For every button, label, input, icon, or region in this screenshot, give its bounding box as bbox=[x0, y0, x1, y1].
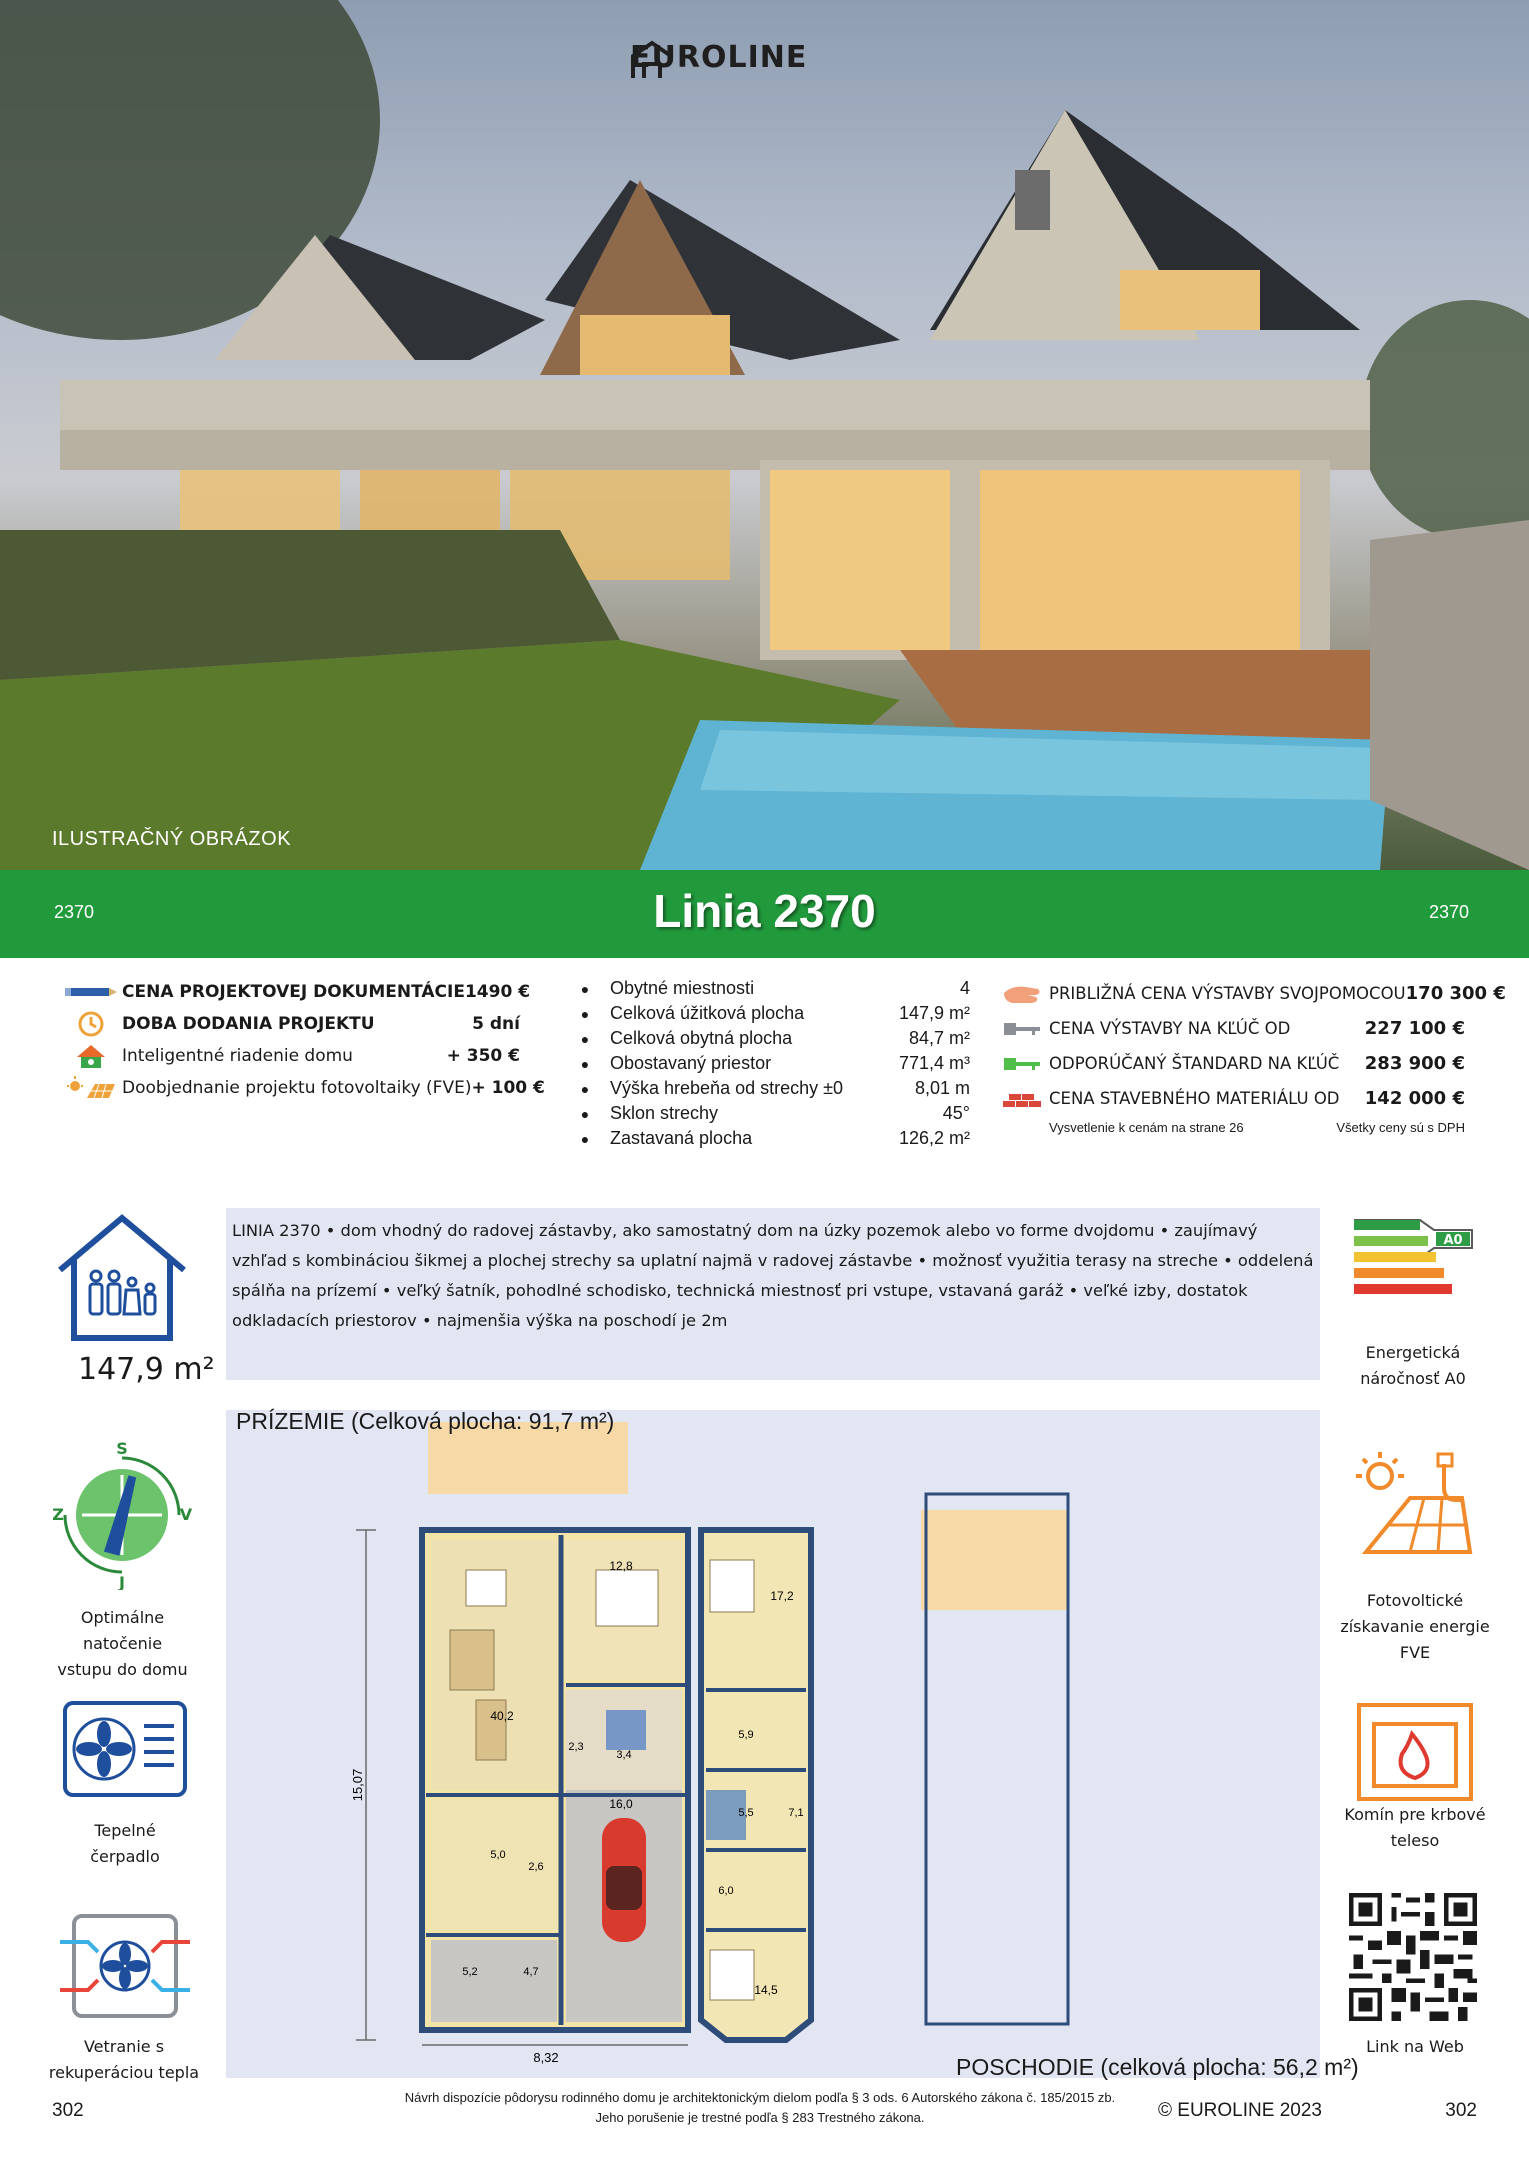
price-value: 283 900 € bbox=[1364, 1053, 1465, 1074]
room-area: 6,0 bbox=[718, 1885, 734, 1897]
price-note-left: Vysvetlenie k cenám na strane 26 bbox=[1049, 1120, 1244, 1135]
house-illustration bbox=[0, 0, 1529, 870]
price-value: 227 100 € bbox=[1364, 1018, 1465, 1039]
hand-icon bbox=[995, 980, 1049, 1008]
price-row bbox=[995, 1046, 1465, 1081]
room-area: 4,7 bbox=[523, 1966, 539, 1978]
compass-v: V bbox=[179, 1505, 192, 1524]
total-area: 147,9 m² bbox=[78, 1352, 215, 1387]
project-value: 5 dní bbox=[472, 1014, 520, 1034]
price-info bbox=[995, 976, 1506, 1135]
project-value: 1490 € bbox=[464, 982, 531, 1002]
parameter-label: Obytné miestnosti bbox=[610, 978, 755, 998]
room-area: 40,2 bbox=[490, 1709, 514, 1723]
project-value: + 100 € bbox=[471, 1078, 545, 1098]
price-value: 142 000 € bbox=[1364, 1088, 1465, 1109]
compass-z: Z bbox=[52, 1505, 64, 1524]
project-row bbox=[60, 976, 531, 1008]
floor-plans-drawing bbox=[226, 1410, 1320, 2078]
qr-code-icon[interactable] bbox=[1344, 1888, 1482, 2034]
hero-image bbox=[0, 0, 1529, 870]
page-number-right: 302 bbox=[1445, 2100, 1477, 2121]
project-label: CENA PROJEKTOVEJ DOKUMENTÁCIE bbox=[122, 982, 465, 1002]
bricks-icon bbox=[995, 1085, 1049, 1113]
chimney-fireplace-icon bbox=[1356, 1702, 1474, 1810]
key-green-icon bbox=[995, 1050, 1049, 1078]
room-area: 2,6 bbox=[528, 1861, 544, 1873]
parameter-label: Výška hrebeňa od strechy ±0 bbox=[610, 1078, 844, 1098]
price-note-right: Všetky ceny sú s DPH bbox=[1336, 1120, 1465, 1135]
parameter-value: 84,7 m² bbox=[908, 1028, 970, 1048]
house-code-right: 2370 bbox=[1428, 902, 1469, 922]
project-label: Doobjednanie projektu fotovoltaiky (FVE) bbox=[122, 1078, 472, 1098]
room-area: 5,0 bbox=[490, 1849, 506, 1861]
energy-class-icon bbox=[1350, 1214, 1476, 1322]
price-label: CENA VÝSTAVBY NA KĽÚČ OD bbox=[1049, 1019, 1291, 1038]
ventilation-icon bbox=[58, 1912, 192, 2028]
logo-house-icon bbox=[630, 40, 674, 80]
energy-label: Energetická náročnosť A0 bbox=[1360, 1343, 1466, 1388]
room-area: 5,2 bbox=[462, 1966, 478, 1978]
project-label: Inteligentné riadenie domu bbox=[122, 1046, 353, 1066]
project-label: DOBA DODANIA PROJEKTU bbox=[122, 1014, 375, 1034]
project-info bbox=[60, 976, 545, 1104]
parameter-value: 8,01 m bbox=[914, 1078, 970, 1098]
photovoltaic-icon bbox=[1352, 1448, 1478, 1566]
parameter-row: ● Celková úžitková plocha 147,9 m² bbox=[580, 1003, 970, 1023]
upper-floor-plan bbox=[701, 1494, 1069, 2040]
copyright-note: Návrh dispozície pôdorysu rodinného domu je architektonickým dielom podľa § 3 ods. 6 Autorského zákona č. 185/2015 zb. Jeho porušenie je trestné podľa § 283 Trestného zákona. bbox=[404, 2090, 1116, 2125]
dimension-height: 15,07 bbox=[350, 1768, 365, 1802]
parameter-row: ● Celková obytná plocha 84,7 m² bbox=[580, 1028, 970, 1048]
parameter-label: Obostavaný priestor bbox=[610, 1053, 772, 1073]
house-parameters bbox=[560, 976, 970, 1151]
energy-class-badge: A0 bbox=[1443, 1233, 1463, 1248]
price-label: CENA STAVEBNÉHO MATERIÁLU OD bbox=[1049, 1089, 1340, 1108]
page-number-left: 302 bbox=[52, 2100, 84, 2121]
parameter-row: ● Obostavaný priestor 771,4 m³ bbox=[580, 1053, 970, 1073]
title-bar bbox=[0, 870, 1529, 958]
room-area: 17,2 bbox=[770, 1589, 794, 1603]
parameter-row: ● Obytné miestnosti 4 bbox=[580, 978, 970, 998]
house-title: Linia 2370 bbox=[653, 885, 876, 937]
price-label: ODPORÚČANÝ ŠTANDARD NA KĽÚČ bbox=[1049, 1054, 1340, 1073]
room-area: 7,1 bbox=[788, 1807, 804, 1819]
compass-j: J bbox=[119, 1573, 125, 1590]
price-notes bbox=[995, 1120, 1465, 1135]
room-area: 5,5 bbox=[738, 1807, 754, 1819]
project-row bbox=[60, 1072, 545, 1104]
web-link[interactable]: Link na Web bbox=[1366, 2037, 1464, 2056]
parameter-value: 771,4 m³ bbox=[898, 1053, 970, 1073]
parameter-label: Celková úžitková plocha bbox=[610, 1003, 805, 1023]
project-row bbox=[60, 1008, 520, 1040]
ground-floor-plan bbox=[350, 1422, 688, 2065]
room-area: 14,5 bbox=[754, 1983, 778, 1997]
room-area: 16,0 bbox=[609, 1797, 633, 1811]
compass-icon bbox=[52, 1440, 192, 1598]
parameter-row: ● Výška hrebeňa od strechy ±0 8,01 m bbox=[580, 1078, 970, 1098]
parameter-row: ● Zastavaná plocha 126,2 m² bbox=[580, 1128, 970, 1148]
upper-floor-title: POSCHODIE (celková plocha: 56,2 m²) bbox=[956, 2054, 1359, 2080]
house-description: LINIA 2370 • dom vhodný do radovej zástavby, ako samostatný dom na úzky pozemok alebo vo forme dvojdomu • zaujímavý vzhľad s kombináciou šikmej a plochej strechy sa uplatní najmä v radovej zástavbe • možnosť využitia terasy na streche • oddelená spálňa na prízemí • veľký šatník, pohodlné schodisko, technická miestnosť pri vstupe, vstavaná garáž • veľké izby, dostatok odkladacích priestorov • najmenšia výška na poschodí je 2m bbox=[226, 1208, 1320, 1380]
parameter-row: ● Sklon strechy 45° bbox=[580, 1103, 970, 1123]
room-area: 2,3 bbox=[568, 1741, 584, 1753]
parameter-value: 45° bbox=[942, 1103, 970, 1123]
hero-caption: ILUSTRAČNÝ OBRÁZOK bbox=[52, 828, 292, 850]
brand-name: EUROLINE bbox=[630, 40, 808, 75]
orientation-label: Optimálne natočenie vstupu do domu bbox=[57, 1608, 188, 1679]
copyright: © EUROLINE 2023 bbox=[1158, 2100, 1322, 2121]
ground-floor-title: PRÍZEMIE (Celková plocha: 91,7 m²) bbox=[236, 1408, 615, 1434]
price-value: 170 300 € bbox=[1405, 983, 1506, 1004]
heat-pump-icon bbox=[62, 1700, 188, 1808]
clock-icon bbox=[60, 1010, 122, 1038]
price-row bbox=[995, 1081, 1465, 1116]
heat-pump-label: Tepelné čerpadlo bbox=[90, 1821, 160, 1866]
house-code-left: 2370 bbox=[54, 902, 95, 922]
chimney-label: Komín pre krbové teleso bbox=[1344, 1805, 1486, 1850]
room-area: 12,8 bbox=[609, 1559, 633, 1573]
brand-logo bbox=[630, 40, 807, 75]
floor-plan-panel bbox=[226, 1410, 1320, 2078]
project-row bbox=[60, 1040, 520, 1072]
ventilation-label: Vetranie s rekuperáciou tepla bbox=[48, 2037, 200, 2082]
price-row bbox=[995, 976, 1506, 1011]
price-label: PRIBLIŽNÁ CENA VÝSTAVBY SVOJPOMOCOU bbox=[1049, 984, 1406, 1003]
parameter-label: Zastavaná plocha bbox=[610, 1128, 753, 1148]
dimension-width: 8,32 bbox=[533, 2050, 559, 2065]
compass-s: S bbox=[116, 1440, 128, 1458]
pencil-icon bbox=[60, 978, 122, 1006]
parameter-label: Celková obytná plocha bbox=[610, 1028, 793, 1048]
key-grey-icon bbox=[995, 1015, 1049, 1043]
solar-panel-icon bbox=[60, 1074, 122, 1102]
family-house-icon bbox=[52, 1210, 192, 1353]
project-value: + 350 € bbox=[446, 1046, 520, 1066]
photovoltaic-label: Fotovoltické získavanie energie FVE bbox=[1340, 1591, 1490, 1662]
parameter-value: 126,2 m² bbox=[898, 1128, 970, 1148]
smart-home-icon bbox=[60, 1042, 122, 1070]
room-area: 5,9 bbox=[738, 1729, 754, 1741]
parameter-label: Sklon strechy bbox=[610, 1103, 719, 1123]
room-area: 3,4 bbox=[616, 1749, 632, 1761]
parameter-value: 4 bbox=[959, 978, 970, 998]
price-row bbox=[995, 1011, 1465, 1046]
parameter-value: 147,9 m² bbox=[898, 1003, 970, 1023]
